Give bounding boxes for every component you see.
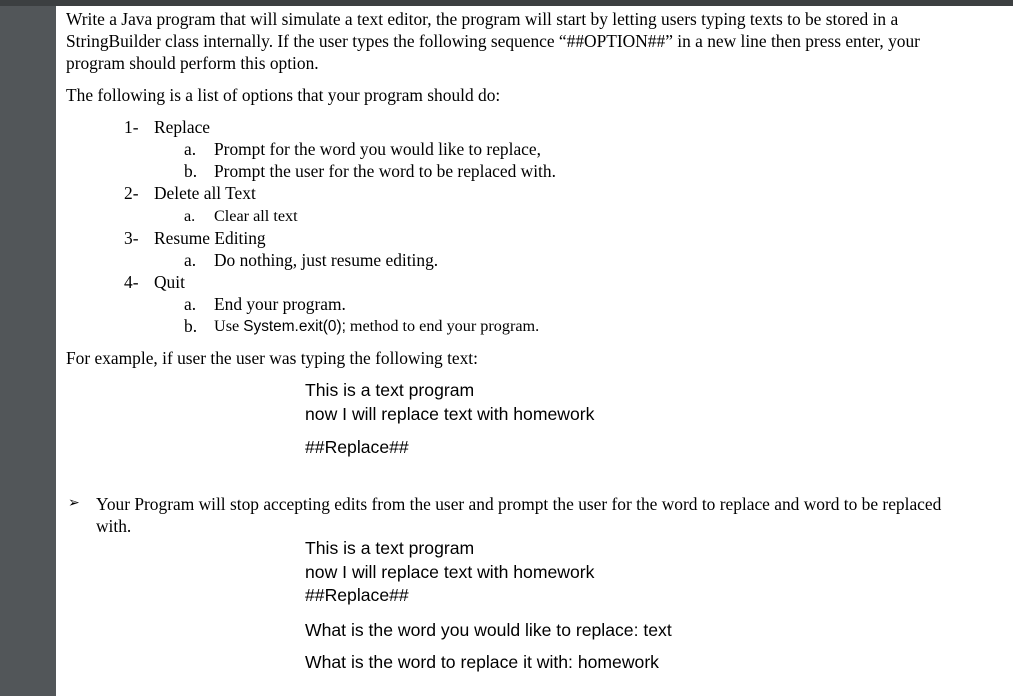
sub-letter: b. <box>184 316 198 336</box>
sub-letter: a. <box>184 139 197 159</box>
sub-letter: b. <box>184 161 198 181</box>
bullet-text: Your Program will stop accepting edits from the user and prompt the user for the word to replace and word to be replaced <box>96 494 942 514</box>
sub-text <box>214 315 539 338</box>
example-line: now I will replace text with homework <box>305 404 595 424</box>
sub-text: Clear all text <box>214 207 298 225</box>
intro-line: Write a Java program that will simulate a text editor, the program will start by letting users typing texts to be stored in a <box>66 9 899 29</box>
example-line: What is the word you would like to replace: text <box>305 620 672 640</box>
example-line: ##Replace## <box>305 437 409 457</box>
sub-text-after: method to end your program. <box>345 317 540 335</box>
example-line: This is a text program <box>305 538 475 558</box>
sub-text: Prompt the user for the word to be replaced with. <box>214 161 556 181</box>
option-label: Replace <box>154 117 211 137</box>
option-label: Quit <box>154 272 185 292</box>
example-line: ##Replace## <box>305 585 409 605</box>
option-number: 1- <box>124 117 139 137</box>
sub-letter: a. <box>184 294 197 314</box>
document-page <box>56 6 1013 696</box>
sub-text: End your program. <box>214 294 346 314</box>
intro-line: program should perform this option. <box>66 53 319 73</box>
option-number: 2- <box>124 183 139 203</box>
option-label: Delete all Text <box>154 183 256 203</box>
option-number: 3- <box>124 228 139 248</box>
example-intro: For example, if user the user was typing the following text: <box>66 348 478 368</box>
sub-letter: a. <box>184 207 196 225</box>
example-line: What is the word to replace it with: homework <box>305 652 659 672</box>
sub-text: Do nothing, just resume editing. <box>214 250 439 270</box>
option-number: 4- <box>124 272 139 292</box>
option-label: Resume Editing <box>154 228 266 248</box>
bullet-text: with. <box>96 516 132 536</box>
intro-line: StringBuilder class internally. If the user types the following sequence “##OPTION##” in a new line then press enter, your <box>66 31 920 51</box>
arrow-bullet-icon: ➢ <box>68 495 80 511</box>
sub-text-before: Use <box>214 317 244 335</box>
example-line: This is a text program <box>305 380 475 400</box>
code-snippet: System.exit(0); <box>243 318 346 335</box>
example-line: now I will replace text with homework <box>305 562 595 582</box>
sub-letter: a. <box>184 250 197 270</box>
options-intro: The following is a list of options that your program should do: <box>66 85 501 105</box>
sub-text: Prompt for the word you would like to replace, <box>214 139 541 159</box>
